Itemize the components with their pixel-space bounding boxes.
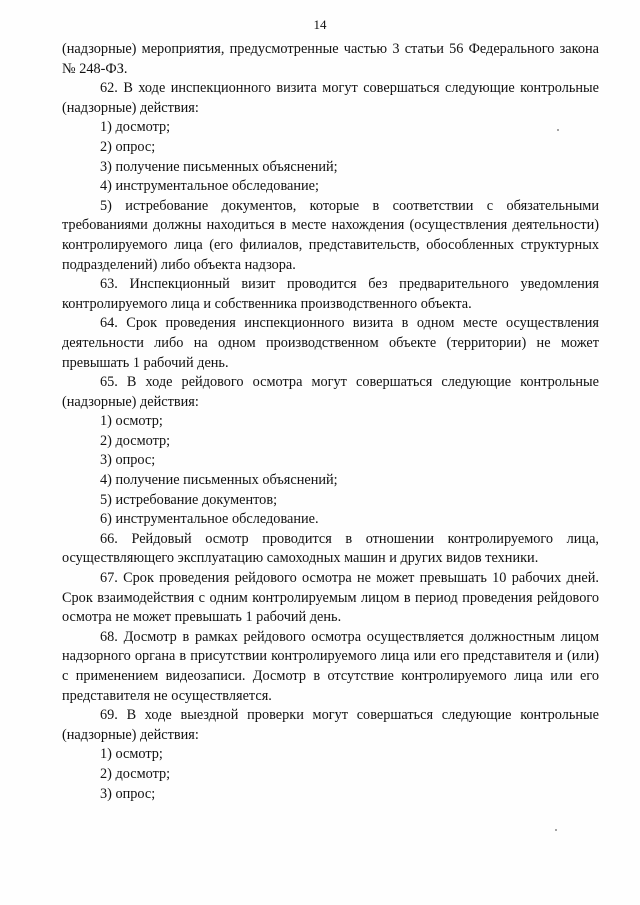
paragraph-68: 68. Досмотр в рамках рейдового осмотра осуществляется должностным лицом надзорного органа в присутствии контролируемого лица или его представителя и (или) с применением видеозаписи. Досмотр в отсутствие контролируемого лица или его представителя не осуществляется. — [62, 628, 599, 704]
list-item: 3) опрос; — [100, 452, 156, 469]
document-body — [62, 40, 599, 804]
list-item: 2) досмотр; — [100, 765, 171, 782]
list-item: 6) инструментальное обследование. — [100, 511, 319, 528]
paragraph-continuation: (надзорные) мероприятия, предусмотренные частью 3 статьи 56 Федерального закона № 248-ФЗ. — [62, 41, 599, 77]
list-item: 1) осмотр; — [100, 746, 163, 763]
page-number: 14 — [313, 17, 327, 32]
list-item: 4) инструментальное обследование; — [100, 178, 319, 195]
list-item: 1) осмотр; — [100, 413, 163, 430]
list-item: 1) досмотр; — [100, 119, 171, 136]
list-item: 3) опрос; — [100, 785, 156, 802]
list-item: 2) опрос; — [100, 138, 156, 155]
paragraph-66: 66. Рейдовый осмотр проводится в отношении контролируемого лица, осуществляющего эксплуатацию самоходных машин и других видов техники. — [62, 530, 599, 567]
paragraph-item-5: 5) истребование документов, которые в соответствии с обязательными требованиями должны находиться в месте нахождения (осуществления деятельности) контролируемого лица (его филиалов, представительств, обособленных структурных подразделений) либо объекта надзора. — [62, 197, 599, 273]
paragraph-63: 63. Инспекционный визит проводится без предварительного уведомления контролируемого лица и собственника производственного объекта. — [62, 276, 599, 312]
paragraph-64: 64. Срок проведения инспекционного визита в одном месте осуществления деятельности либо на одном производственном объекте (территории) не может превышать 1 рабочий день. — [62, 315, 599, 371]
scan-speck — [557, 129, 559, 131]
paragraph-65: 65. В ходе рейдового осмотра могут совершаться следующие контрольные (надзорные) действия: — [62, 374, 599, 410]
paragraph-62: 62. В ходе инспекционного визита могут совершаться следующие контрольные (надзорные) действия: — [62, 80, 599, 116]
list-item: 4) получение письменных объяснений; — [100, 472, 338, 489]
list-item: 2) досмотр; — [100, 432, 171, 449]
list-item: 3) получение письменных объяснений; — [100, 158, 338, 175]
list-item: 5) истребование документов; — [100, 491, 278, 508]
paragraph-69: 69. В ходе выездной проверки могут совершаться следующие контрольные (надзорные) действия: — [62, 707, 599, 743]
paragraph-67: 67. Срок проведения рейдового осмотра не может превышать 10 рабочих дней. Срок взаимодействия с одним контролируемым лицом в период проведения рейдового осмотра не может превышать 1 рабочий день. — [62, 570, 599, 626]
scan-speck — [555, 829, 557, 831]
